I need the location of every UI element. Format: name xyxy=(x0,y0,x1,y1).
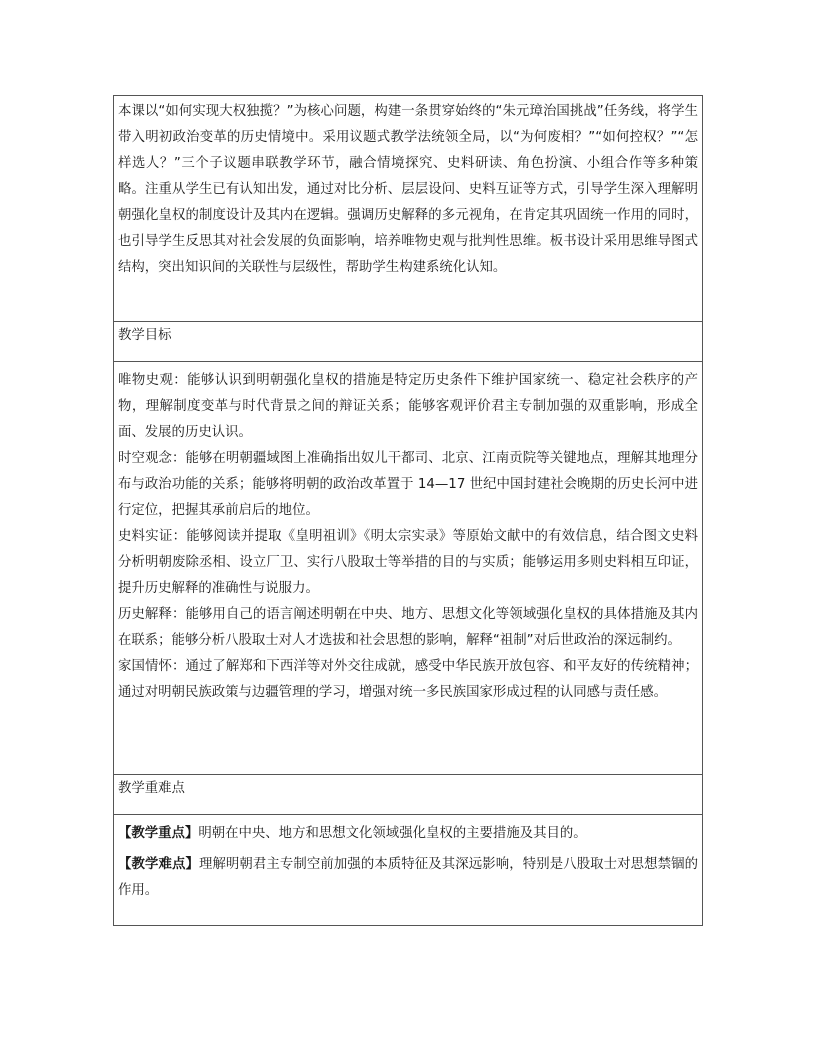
key-point-paragraph xyxy=(118,821,698,847)
difficulties-heading-cell xyxy=(114,774,702,814)
difficulties-heading: 教学重难点 xyxy=(118,781,185,796)
key-point-label: 【教学重点】 xyxy=(118,826,199,841)
goal-materialism: 唯物史观：能够认识到明朝强化皇权的措施是特定历史条件下维护国家统一、稳定社会秩序的产物，理解制度变革与时代背景之间的辩证关系；能够客观评价君主专制加强的双重影响，形成全面、发展的历史认识。 xyxy=(118,373,698,440)
teaching-goals-cell xyxy=(114,361,702,774)
goal-time-space: 时空观念：能够在明朝疆域图上准确指出奴儿干都司、北京、江南贡院等关键地点，理解其地理分布与政治功能的关系；能够将明朝的政治改革置于 14—17 世纪中国封建社会晚期的历史长河中进行定位，把握其承前启后的地位。 xyxy=(118,451,698,518)
teaching-design-cell xyxy=(114,96,702,321)
goal-patriotism: 家国情怀：通过了解郑和下西洋等对外交往成就，感受中华民族开放包容、和平友好的传统精神；通过对明朝民族政策与边疆管理的学习，增强对统一多民族国家形成过程的认同感与责任感。 xyxy=(118,659,698,700)
teaching-goals-heading-cell xyxy=(114,321,702,361)
goal-evidence: 史料实证：能够阅读并提取《皇明祖训》《明太宗实录》等原始文献中的有效信息，结合图文史料分析明朝废除丞相、设立厂卫、实行八股取士等举措的目的与实质；能够运用多则史料相互印证，提升历史解释的准确性与说服力。 xyxy=(118,529,698,596)
difficult-point-paragraph xyxy=(118,852,698,904)
key-point-text: 明朝在中央、地方和思想文化领域强化皇权的主要措施及其目的。 xyxy=(198,826,587,841)
teaching-design-text: 本课以“如何实现大权独揽？”为核心问题，构建一条贯穿始终的“朱元璋治国挑战”任务线，将学生带入明初政治变革的历史情境中。采用议题式教学法统领全局，以“为何废相？”“如何控权？”“怎样选人？”三个子议题串联教学环节，融合情境探究、史料研读、角色扮演、小组合作等多种策略。注重从学生已有认知出发，通过对比分析、层层设问、史料互证等方式，引导学生深入理解明朝强化皇权的制度设计及其内在逻辑。强调历史解释的多元视角，在肯定其巩固统一作用的同时，也引导学生反思其对社会发展的负面影响，培养唯物史观与批判性思维。板书设计采用思维导图式结构，突出知识间的关联性与层级性，帮助学生构建系统化认知。 xyxy=(118,104,698,275)
difficult-point-label: 【教学难点】 xyxy=(118,857,199,872)
goal-interpretation: 历史解释：能够用自己的语言阐述明朝在中央、地方、思想文化等领域强化皇权的具体措施及其内在联系；能够分析八股取士对人才选拔和社会思想的影响，解释“祖制”对后世政治的深远制约。 xyxy=(118,607,698,648)
lesson-plan-table xyxy=(113,95,703,926)
key-difficult-points-cell xyxy=(114,814,702,925)
teaching-goals-heading: 教学目标 xyxy=(118,328,172,343)
difficult-point-text: 理解明朝君主专制空前加强的本质特征及其深远影响，特别是八股取士对思想禁锢的作用。 xyxy=(118,857,699,898)
